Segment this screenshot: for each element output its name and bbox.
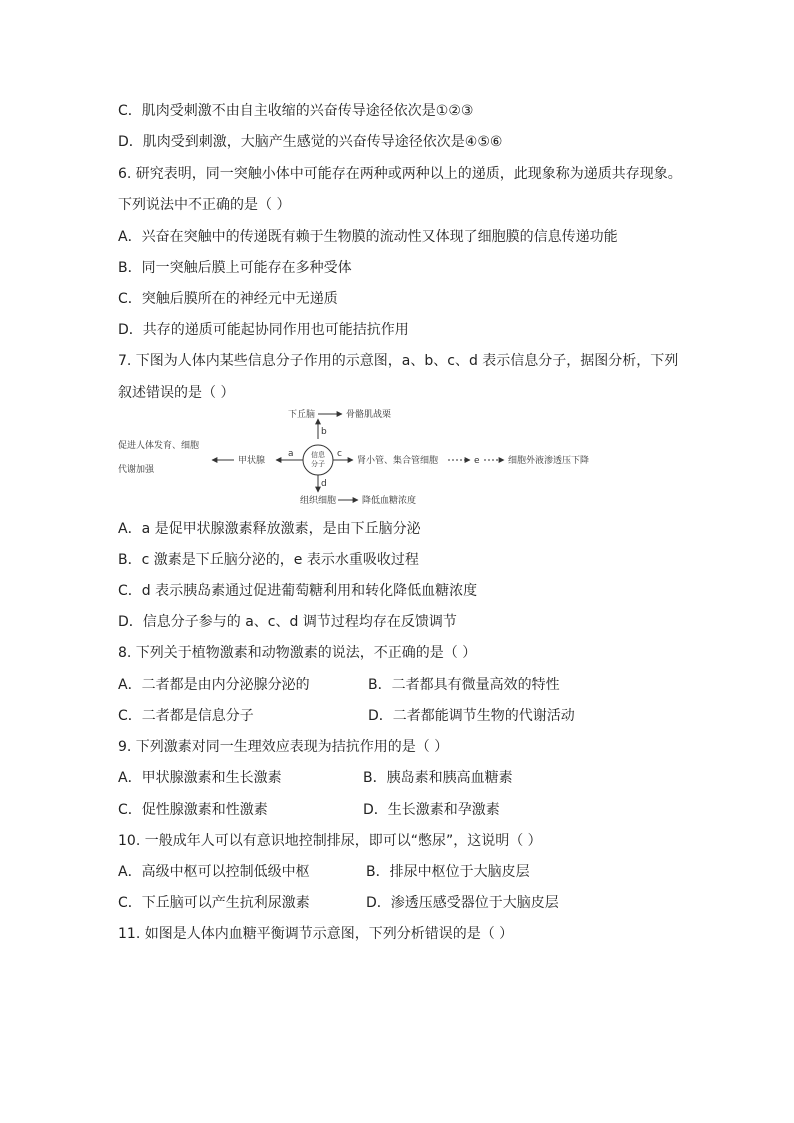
q6-option-b: B．同一突触后膜上可能存在多种受体	[118, 260, 352, 276]
q5-option-d: D．肌肉受到刺激，大脑产生感觉的兴奋传导途径依次是④⑤⑥	[118, 134, 503, 150]
q6-option-c: C．突触后膜所在的神经元中无递质	[118, 291, 338, 307]
q7-option-d: D．信息分子参与的 a、c、d 调节过程均存在反馈调节	[118, 614, 457, 630]
hypothalamus-label: 下丘脑	[288, 410, 316, 420]
tissue-label: 组织细胞	[300, 496, 337, 506]
q6-option-d: D．共存的递质可能起协同作用也可能拮抗作用	[118, 322, 409, 338]
thyroid-label: 甲状腺	[238, 456, 266, 466]
q10-stem: 10. 一般成年人可以有意识地控制排尿，即可以“憋尿”，这说明（ ）	[118, 833, 542, 849]
q11-stem: 11. 如图是人体内血糖平衡调节示意图，下列分析错误的是（ ）	[118, 926, 514, 942]
label-d: d	[321, 479, 327, 489]
osmotic-label: 细胞外液渗透压下降	[508, 456, 590, 466]
label-c: c	[337, 449, 342, 459]
q10-option-b: B．排尿中枢位于大脑皮层	[366, 864, 530, 880]
q9-option-a: A．甲状腺激素和生长激素	[118, 770, 282, 786]
q7-option-b: B．c 激素是下丘脑分泌的，e 表示水重吸收过程	[118, 552, 419, 568]
signal-molecule-diagram	[110, 404, 630, 516]
q5-option-c: C．肌肉受刺激不由自主收缩的兴奋传导途径依次是①②③	[118, 103, 474, 119]
kidney-label: 肾小管、集合管细胞	[357, 456, 439, 466]
q8-stem: 8. 下列关于植物激素和动物激素的说法，不正确的是（ ）	[118, 645, 477, 661]
q9-option-c: C．促性腺激素和性激素	[118, 802, 268, 818]
q9-option-d: D．生长激素和孕激素	[363, 802, 500, 818]
q6-stem-line2: 下列说法中不正确的是（ ）	[118, 197, 291, 213]
label-b: b	[321, 427, 327, 437]
q10-option-c: C．下丘脑可以产生抗利尿激素	[118, 895, 310, 911]
q7-option-a: A．a 是促甲状腺激素释放激素，是由下丘脑分泌	[118, 521, 421, 537]
center-label-line1: 信息	[311, 451, 325, 459]
skeletal-muscle-label: 骨骼肌战栗	[346, 410, 392, 420]
q8-option-a: A．二者都是由内分泌腺分泌的	[118, 677, 310, 693]
development-label-line2: 代谢加强	[118, 465, 155, 475]
q10-option-a: A．高级中枢可以控制低级中枢	[118, 864, 310, 880]
q7-option-c: C．d 表示胰岛素通过促进葡萄糖利用和转化降低血糖浓度	[118, 583, 478, 599]
q8-option-b: B．二者都具有微量高效的特性	[368, 677, 560, 693]
q6-option-a: A．兴奋在突触中的传递既有赖于生物膜的流动性又体现了细胞膜的信息传递功能	[118, 229, 618, 245]
development-label-line1: 促进人体发育、细胞	[118, 441, 200, 451]
q6-stem-line1: 6. 研究表明，同一突触小体中可能存在两种或两种以上的递质，此现象称为递质共存现象。	[118, 166, 682, 182]
center-label-line2: 分子	[311, 460, 325, 468]
label-a: a	[288, 449, 294, 459]
q7-stem-line2: 叙述错误的是（ ）	[118, 385, 235, 401]
q8-option-d: D．二者都能调节生物的代谢活动	[368, 708, 575, 724]
glucose-label: 降低血糖浓度	[362, 496, 417, 506]
q7-stem-line1: 7. 下图为人体内某些信息分子作用的示意图，a、b、c、d 表示信息分子，据图分析，下列	[118, 353, 679, 369]
label-e: e	[474, 456, 480, 466]
q9-stem: 9. 下列激素对同一生理效应表现为拮抗作用的是（ ）	[118, 739, 449, 755]
q10-option-d: D．渗透压感受器位于大脑皮层	[366, 895, 559, 911]
q8-option-c: C．二者都是信息分子	[118, 708, 254, 724]
q9-option-b: B．胰岛素和胰高血糖素	[363, 770, 513, 786]
